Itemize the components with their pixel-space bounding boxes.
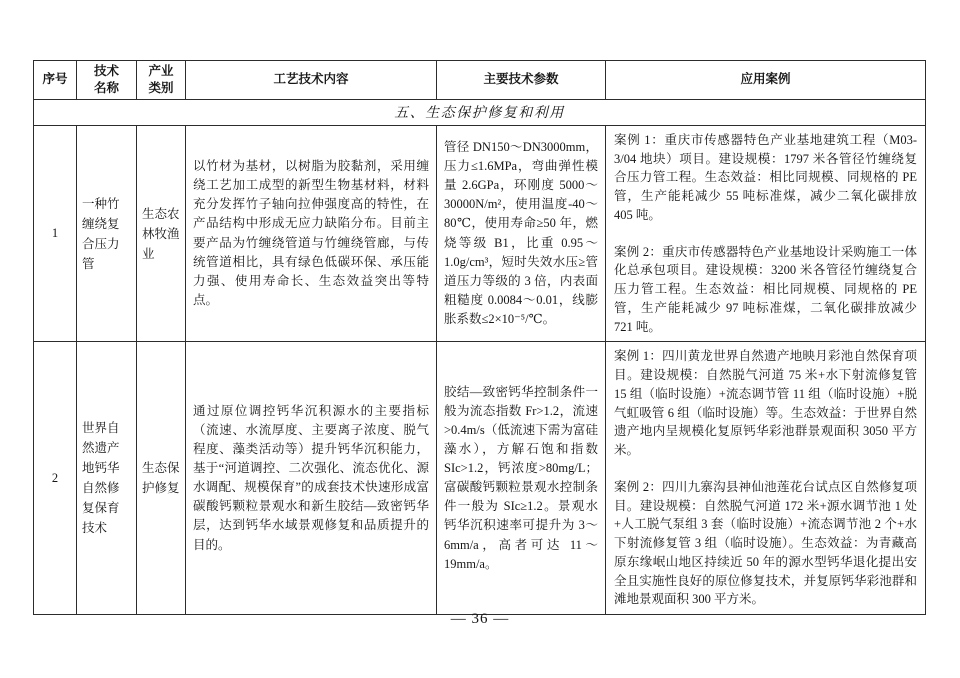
col-header-process: 工艺技术内容 bbox=[186, 61, 437, 100]
table-header-row bbox=[34, 61, 926, 100]
tech-parameters: 胶结—致密钙华控制条件一般为流态指数 Fr>1.2，流速>0.4m/s（低流速下需为富硅藻水），方解石饱和指数 SIc>1.2，钙浓度>80mg/L；富碳酸钙颗粒景观水控制条件一般为 SIc≥1.2。景观水钙华沉积速率可提升为 3～6mm/a，高者可达 11～19mm/a。 bbox=[437, 342, 606, 615]
case-paragraph: 案例 2：四川九寨沟县神仙池莲花台试点区自然修复项目。建设规模：自然脱气河道 172 米+源水调节池 1 处+人工脱气泵组 3 套（临时设施）+流态调节池 2 个+水下射流修复管 3 组（临时设施）。生态效益：为青藏高原东缘岷山地区持续近 50 年的源水型钙华退化提出安全且实施性良好的原位修复技术，并复原钙华彩池群和滩地景观面积 300 平方米。 bbox=[614, 479, 917, 607]
process-content: 以竹材为基材，以树脂为胶黏剂，采用缠绕工艺加工成型的新型生物基材料，材料充分发挥竹子轴向拉伸强度高的特性，在产品结构中形成无应力缺陷分布。目前主要产品为竹缠绕管道与竹缠绕管廊，与传统管道相比，具有绿色低碳环保、承压能力强、使用寿命长、生态效益突出等特点。 bbox=[186, 125, 437, 342]
section-title: 五、生态保护修复和利用 bbox=[34, 99, 926, 125]
technology-table bbox=[33, 60, 926, 615]
row-index: 2 bbox=[34, 342, 77, 615]
case-paragraph: 案例 1：重庆市传感器特色产业基地建筑工程（M03-3/04 地块）项目。建设规模：1797 米各管径竹缠绕复合压力管工程。生态效益：相比同规模、同规格的 PE 管，生产能耗减少 55 吨标准煤，减少二氧化碳排放 405 吨。 bbox=[614, 132, 917, 222]
col-header-parameters: 主要技术参数 bbox=[437, 61, 606, 100]
application-cases bbox=[606, 342, 926, 615]
col-header-industry-category: 产业类别 bbox=[137, 61, 186, 100]
tech-name: 世界自然遗产地钙华自然修复保育技术 bbox=[77, 342, 137, 615]
table-row bbox=[34, 342, 926, 615]
tech-name: 一种竹缠绕复合压力管 bbox=[77, 125, 137, 342]
industry-category: 生态保护修复 bbox=[137, 342, 186, 615]
col-header-tech-name: 技术名称 bbox=[77, 61, 137, 100]
row-index: 1 bbox=[34, 125, 77, 342]
col-header-index: 序号 bbox=[34, 61, 77, 100]
application-cases bbox=[606, 125, 926, 342]
industry-category: 生态农林牧渔业 bbox=[137, 125, 186, 342]
page-number: — 36 — bbox=[450, 611, 510, 627]
case-paragraph: 案例 1：四川黄龙世界自然遗产地映月彩池自然保育项目。建设规模：自然脱气河道 75 米+水下射流修复管 15 组（临时设施）+流态调节管 11 组（临时设施）+脱气虹吸管 6 组（临时设施）等。生态效益：于世界自然遗产地内呈规模化复原钙华彩池群景观面积 3050 平方米。 bbox=[614, 349, 917, 457]
col-header-cases: 应用案例 bbox=[606, 61, 926, 100]
section-header-row bbox=[34, 99, 926, 125]
tech-parameters: 管径 DN150～DN3000mm，压力≤1.6MPa，弯曲弹性模量 2.6GPa，环刚度 5000～30000N/m²，使用温度-40～80℃，使用寿命≥50 年，燃烧等级 B1，比重 0.95～1.0g/cm³，短时失效水压≥管道压力等级的 3 倍，内表面粗糙度 0.0084～0.01，线膨胀系数≤2×10⁻⁵/℃。 bbox=[437, 125, 606, 342]
case-paragraph: 案例 2：重庆市传感器特色产业基地设计采购施工一体化总承包项目。建设规模：3200 米各管径竹缠绕复合压力管工程。生态效益：相比同规模、同规格的 PE 管，生产能耗减少 97 吨标准煤，二氧化碳排放减少 721 吨。 bbox=[614, 244, 917, 334]
process-content: 通过原位调控钙华沉积源水的主要指标（流速、水流厚度、主要离子浓度、脱气程度、藻类活动等）提升钙华沉积能力，基于“河道调控、二次强化、流态优化、源水调配、规模保育”的成套技术快速形成富碳酸钙颗粒景观水和新生胶结—致密钙华层，达到钙华水域景观修复和品质提升的目的。 bbox=[186, 342, 437, 615]
table-row bbox=[34, 125, 926, 342]
